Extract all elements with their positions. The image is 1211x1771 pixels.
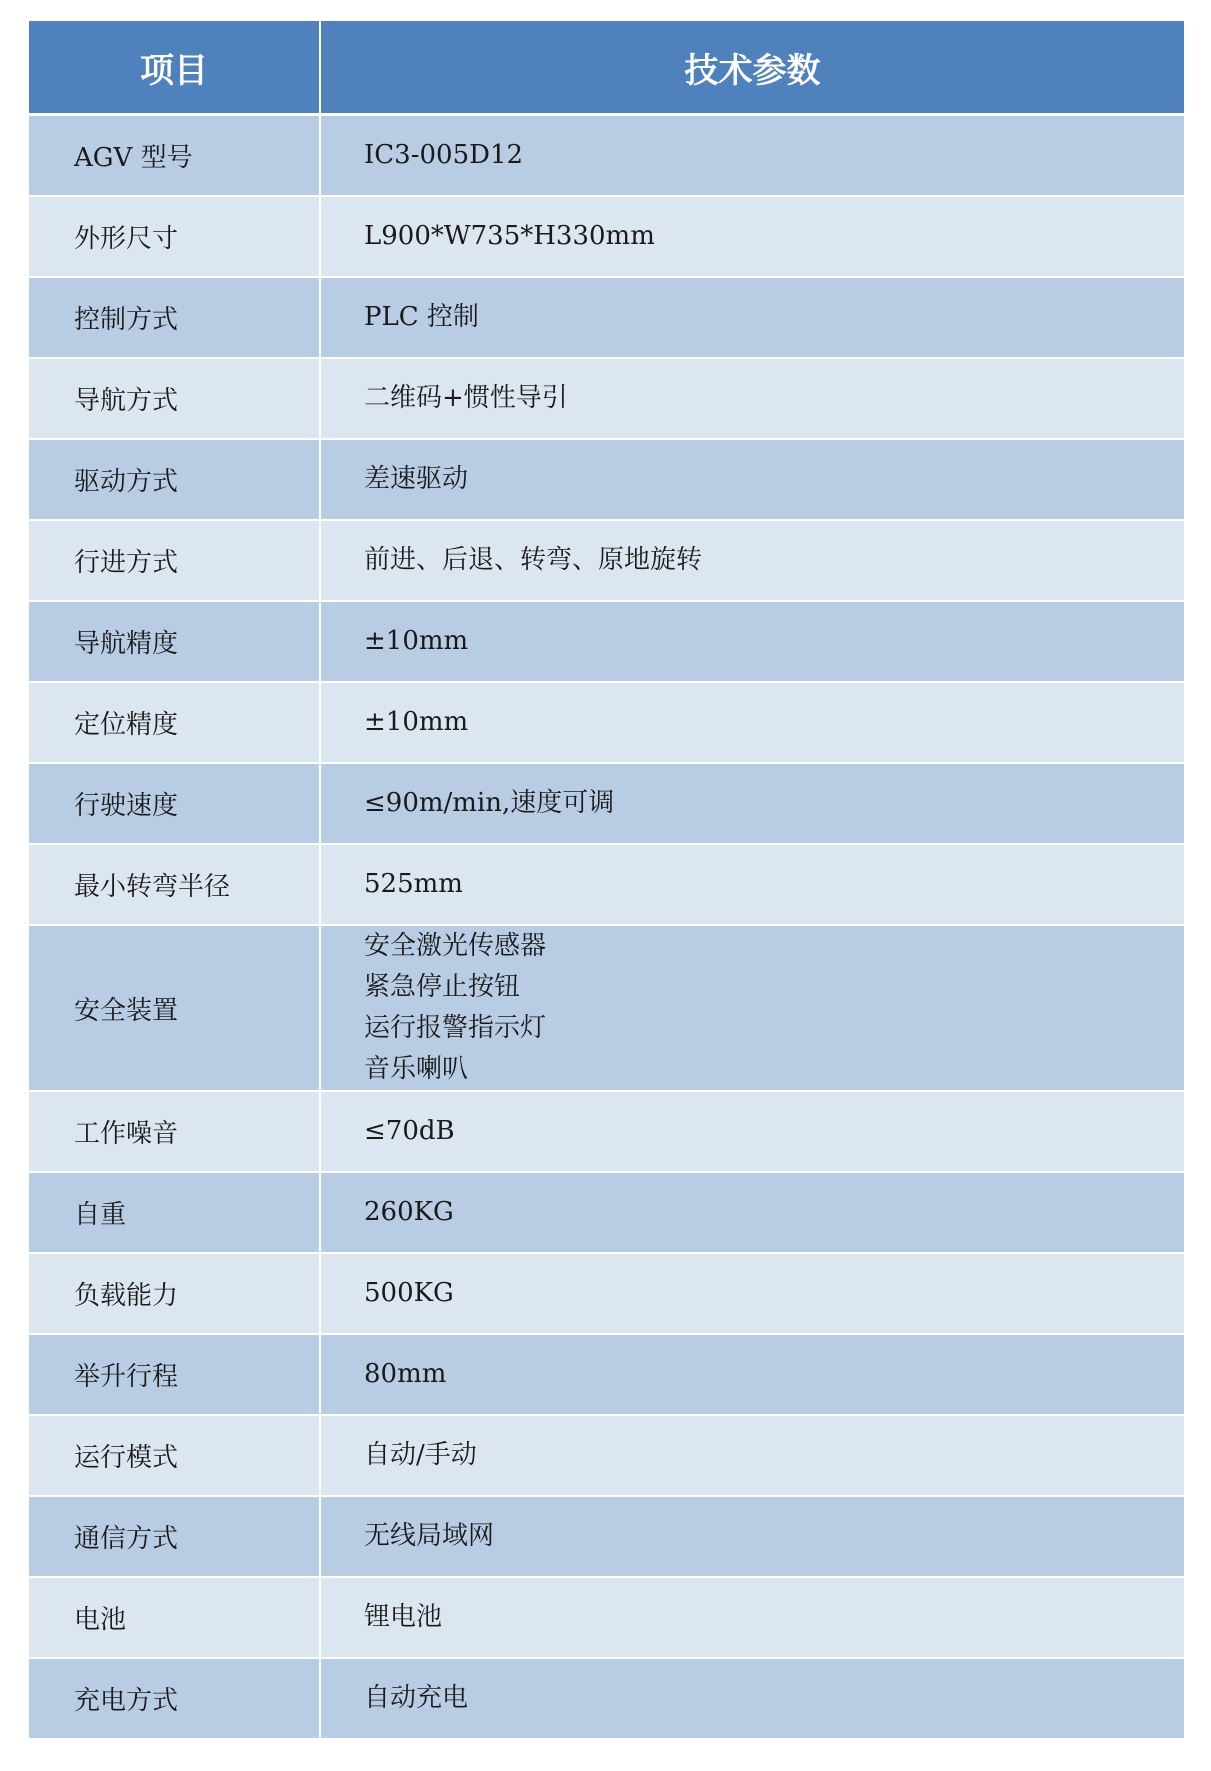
row-value bbox=[320, 1496, 1184, 1577]
row-name: 行驶速度 bbox=[29, 763, 320, 844]
row-value bbox=[320, 277, 1184, 358]
row-value-line: 260KG bbox=[364, 1197, 454, 1227]
row-value-line: IC3-005D12 bbox=[364, 140, 524, 170]
table-row bbox=[29, 1091, 1184, 1172]
table-row bbox=[29, 763, 1184, 844]
row-value bbox=[320, 1334, 1184, 1415]
row-value-line: 锂电池 bbox=[364, 1602, 443, 1632]
row-value bbox=[320, 844, 1184, 925]
row-name: 充电方式 bbox=[29, 1658, 320, 1739]
row-value bbox=[320, 1577, 1184, 1658]
row-value bbox=[320, 439, 1184, 520]
row-value bbox=[320, 1172, 1184, 1253]
row-name: 导航精度 bbox=[29, 601, 320, 682]
row-value-line: 音乐喇叭 bbox=[364, 1054, 469, 1084]
row-value bbox=[320, 763, 1184, 844]
table-row bbox=[29, 1334, 1184, 1415]
row-name: 外形尺寸 bbox=[29, 196, 320, 277]
row-value-line: 无线局域网 bbox=[364, 1521, 495, 1551]
table-header bbox=[29, 21, 1184, 115]
row-value-line: 525mm bbox=[364, 869, 463, 899]
row-value-line: 前进、后退、转弯、原地旋转 bbox=[364, 545, 703, 575]
row-name: 工作噪音 bbox=[29, 1091, 320, 1172]
row-value bbox=[320, 925, 1184, 1091]
row-value-line: 二维码+惯性导引 bbox=[364, 383, 568, 413]
row-name: 运行模式 bbox=[29, 1415, 320, 1496]
table-row bbox=[29, 844, 1184, 925]
row-name: 定位精度 bbox=[29, 682, 320, 763]
row-value-line: PLC 控制 bbox=[364, 302, 479, 332]
row-value-line: ≤70dB bbox=[364, 1116, 455, 1146]
table-row bbox=[29, 925, 1184, 1091]
row-name: 导航方式 bbox=[29, 358, 320, 439]
row-value-line: 自动/手动 bbox=[364, 1440, 477, 1470]
row-value-line: L900*W735*H330mm bbox=[364, 221, 655, 251]
row-value bbox=[320, 1415, 1184, 1496]
row-value bbox=[320, 1091, 1184, 1172]
row-name: 负载能力 bbox=[29, 1253, 320, 1334]
table-row bbox=[29, 1496, 1184, 1577]
row-value bbox=[320, 1253, 1184, 1334]
row-value-line: ≤90m/min,速度可调 bbox=[364, 788, 615, 818]
row-value-line: ±10mm bbox=[364, 707, 469, 737]
table-row bbox=[29, 1658, 1184, 1739]
row-name: 安全装置 bbox=[29, 925, 320, 1091]
table-row bbox=[29, 601, 1184, 682]
table-row bbox=[29, 277, 1184, 358]
table-row bbox=[29, 520, 1184, 601]
row-value-line: 差速驱动 bbox=[364, 464, 469, 494]
row-name: 最小转弯半径 bbox=[29, 844, 320, 925]
table-row bbox=[29, 358, 1184, 439]
row-value-line: 自动充电 bbox=[364, 1683, 469, 1713]
row-value bbox=[320, 1658, 1184, 1739]
row-value-line: 80mm bbox=[364, 1359, 447, 1389]
row-value bbox=[320, 682, 1184, 763]
table-row bbox=[29, 1415, 1184, 1496]
row-value-line: 安全激光传感器 bbox=[364, 931, 547, 961]
table-row bbox=[29, 439, 1184, 520]
row-name: 控制方式 bbox=[29, 277, 320, 358]
row-value bbox=[320, 115, 1184, 197]
table-row bbox=[29, 196, 1184, 277]
row-value bbox=[320, 358, 1184, 439]
table-row bbox=[29, 682, 1184, 763]
spec-table bbox=[29, 21, 1184, 1740]
row-name: 自重 bbox=[29, 1172, 320, 1253]
row-name: 举升行程 bbox=[29, 1334, 320, 1415]
row-name: AGV 型号 bbox=[29, 115, 320, 197]
row-name: 通信方式 bbox=[29, 1496, 320, 1577]
row-value bbox=[320, 196, 1184, 277]
header-params: 技术参数 bbox=[320, 21, 1184, 115]
row-value-line: 运行报警指示灯 bbox=[364, 1013, 547, 1043]
row-name: 电池 bbox=[29, 1577, 320, 1658]
table-row bbox=[29, 1172, 1184, 1253]
row-value bbox=[320, 601, 1184, 682]
row-name: 驱动方式 bbox=[29, 439, 320, 520]
header-item: 项目 bbox=[29, 21, 320, 115]
row-value-line: 500KG bbox=[364, 1278, 454, 1308]
row-value bbox=[320, 520, 1184, 601]
table-row bbox=[29, 1577, 1184, 1658]
header-row bbox=[29, 21, 1184, 115]
table-row bbox=[29, 1253, 1184, 1334]
row-value-line: ±10mm bbox=[364, 626, 469, 656]
table-row bbox=[29, 115, 1184, 197]
row-name: 行进方式 bbox=[29, 520, 320, 601]
row-value-line: 紧急停止按钮 bbox=[364, 972, 521, 1002]
table-body bbox=[29, 115, 1184, 1740]
